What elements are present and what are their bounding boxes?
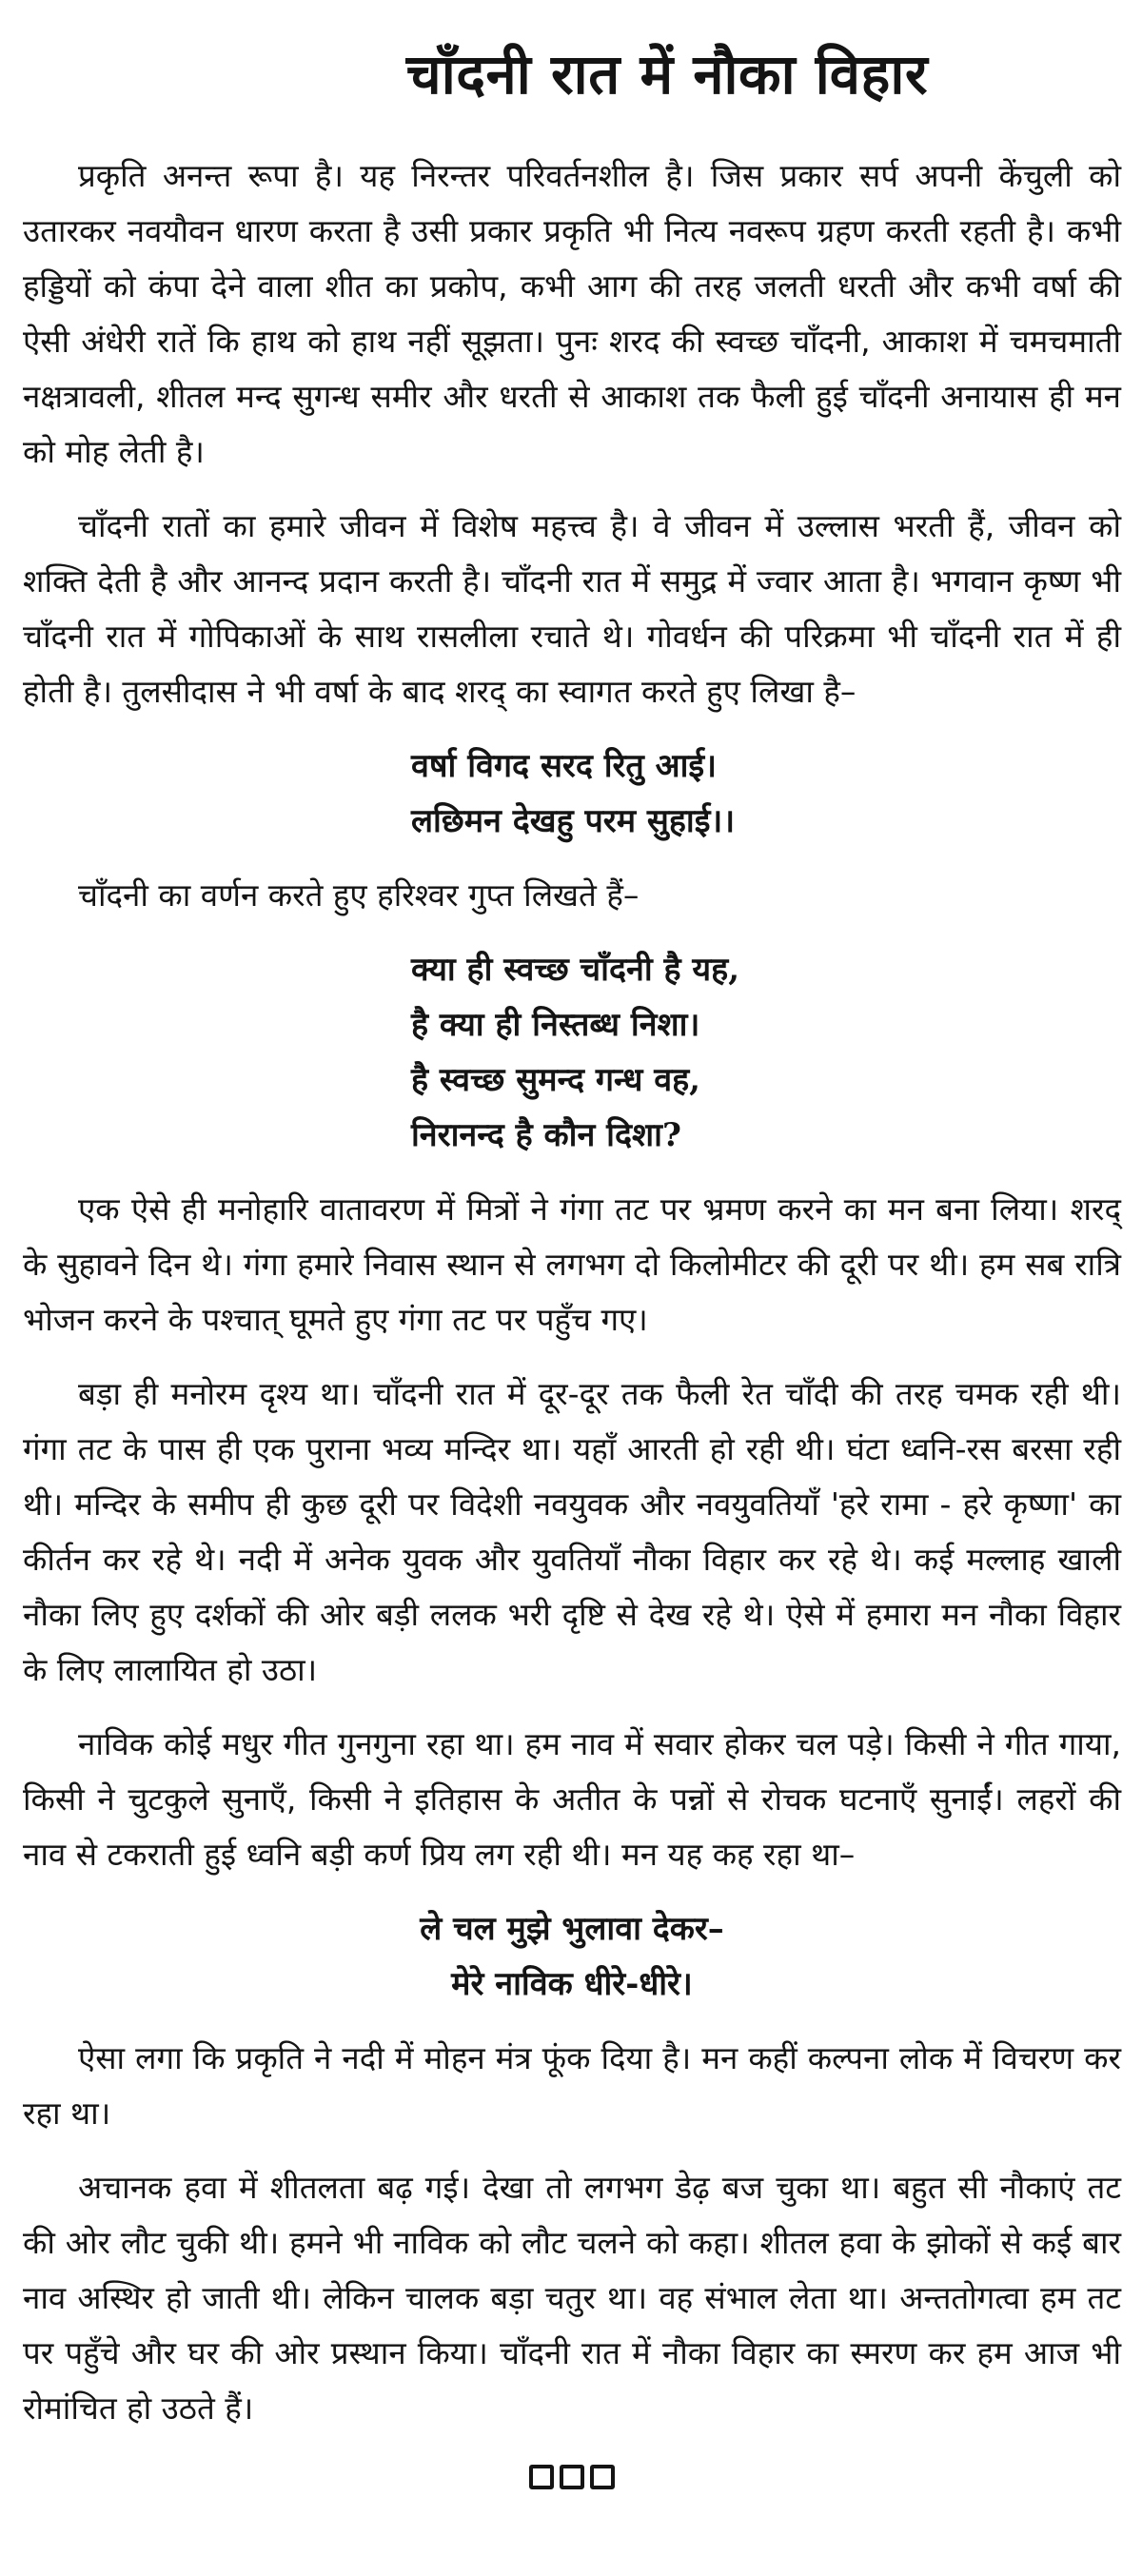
verse-line: क्या ही स्वच्छ चाँदनी है यह, [411, 950, 740, 989]
paragraph-6: नाविक कोई मधुर गीत गुनगुना रहा था। हम नाव में सवार होकर चल पड़े। किसी ने गीत गाया, किसी ने चुटकुले सुनाएँ, किसी ने इतिहास के अतीत के पन्नों से रोचक घटनाएँ सुनाईं। लहरों की नाव से टकराती हुई ध्वनि बड़ी कर्ण प्रिय लग रही थी। मन यह कह रहा था– [23, 1724, 1121, 1873]
verse-harishwar [23, 942, 1121, 1163]
paragraph-1: प्रकृति अनन्त रूपा है। यह निरन्तर परिवर्तनशील है। जिस प्रकार सर्प अपनी केंचुली को उतारकर नवयौवन धारण करता है उसी प्रकार प्रकृति भी नित्य नवरूप ग्रहण करती रहती है। कभी हड्डियों को कंपा देने वाला शीत का प्रकोप, कभी आग की तरह जलती धरती और कभी वर्षा की ऐसी अंधेरी रातें कि हाथ को हाथ नहीं सूझता। पुनः शरद की स्वच्छ चाँदनी, आकाश में चमचमाती नक्षत्रावली, शीतल मन्द सुगन्ध समीर और धरती से आकाश तक फैली हुई चाँदनी अनायास ही मन को मोह लेती है। [23, 156, 1121, 470]
verse-navik [23, 1901, 1121, 2012]
verse-line: है स्वच्छ सुमन्द गन्ध वह, [411, 1060, 701, 1099]
square-icon [590, 2465, 615, 2489]
square-icon [560, 2465, 584, 2489]
verse-line: मेरे नाविक धीरे-धीरे। [451, 1964, 693, 2003]
paragraph-4: एक ऐसे ही मनोहारि वातावरण में मित्रों ने गंगा तट पर भ्रमण करने का मन बना लिया। शरद् के सुहावने दिन थे। गंगा हमारे निवास स्थान से लगभग दो किलोमीटर की दूरी पर थी। हम सब रात्रि भोजन करने के पश्चात् घूमते हुए गंगा तट पर पहुँच गए। [23, 1190, 1121, 1338]
verse-line: निरानन्द है कौन दिशा? [411, 1115, 681, 1154]
verse-line: है क्या ही निस्तब्ध निशा। [411, 1005, 700, 1044]
end-marker [23, 2465, 1121, 2489]
paragraph-3: चाँदनी का वर्णन करते हुए हरिश्वर गुप्त लिखते हैं– [78, 875, 640, 914]
verse-line: वर्षा विगद सरद रितु आई। [411, 746, 717, 785]
square-icon [529, 2465, 554, 2489]
paragraph-7: ऐसा लगा कि प्रकृति ने नदी में मोहन मंत्र फूंक दिया है। मन कहीं कल्पना लोक में विचरण कर रहा था। [23, 2038, 1121, 2132]
paragraph-8: अचानक हवा में शीतलता बढ़ गई। देखा तो लगभग डेढ़ बज चुका था। बहुत सी नौकाएं तट की ओर लौट चुकी थी। हमने भी नाविक को लौट चलने को कहा। शीतल हवा के झोकों से कई बार नाव अस्थिर हो जाती थी। लेकिन चालक बड़ा चतुर था। वह संभाल लेता था। अन्ततोगत्वा हम तट पर पहुँचे और घर की ओर प्रस्थान किया। चाँदनी रात में नौका विहार का स्मरण कर हम आज भी रोमांचित हो उठते हैं। [23, 2168, 1121, 2427]
verse-tulsidas [23, 738, 1121, 849]
paragraph-2: चाँदनी रातों का हमारे जीवन में विशेष महत्त्व है। वे जीवन में उल्लास भरती हैं, जीवन को शक्ति देती है और आनन्द प्रदान करती है। चाँदनी रात में समुद्र में ज्वार आता है। भगवान कृष्ण भी चाँदनी रात में गोपिकाओं के साथ रासलीला रचाते थे। गोवर्धन की परिक्रमा भी चाँदनी रात में ही होती है। तुलसीदास ने भी वर्षा के बाद शरद् का स्वागत करते हुए लिखा है– [23, 506, 1121, 710]
paragraph-5: बड़ा ही मनोरम दृश्य था। चाँदनी रात में दूर-दूर तक फैली रेत चाँदी की तरह चमक रही थी। गंगा तट के पास ही एक पुराना भव्य मन्दिर था। यहाँ आरती हो रही थी। घंटा ध्वनि-रस बरसा रही थी। मन्दिर के समीप ही कुछ दूरी पर विदेशी नवयुवक और नवयुवतियाँ 'हरे रामा - हरे कृष्णा' का कीर्तन कर रहे थे। नदी में अनेक युवक और युवतियाँ नौका विहार कर रहे थे। कई मल्लाह खाली नौका लिए हुए दर्शकों की ओर बड़ी ललक भरी दृष्टि से देख रहे थे। ऐसे में हमारा मन नौका विहार के लिए लालायित हो उठा। [23, 1374, 1121, 1688]
verse-line: लछिमन देखहु परम सुहाई।। [411, 801, 736, 840]
verse-line: ले चल मुझे भुलावा देकर– [420, 1909, 724, 1948]
essay-title: चाँदनी रात में नौका विहार [405, 42, 929, 107]
